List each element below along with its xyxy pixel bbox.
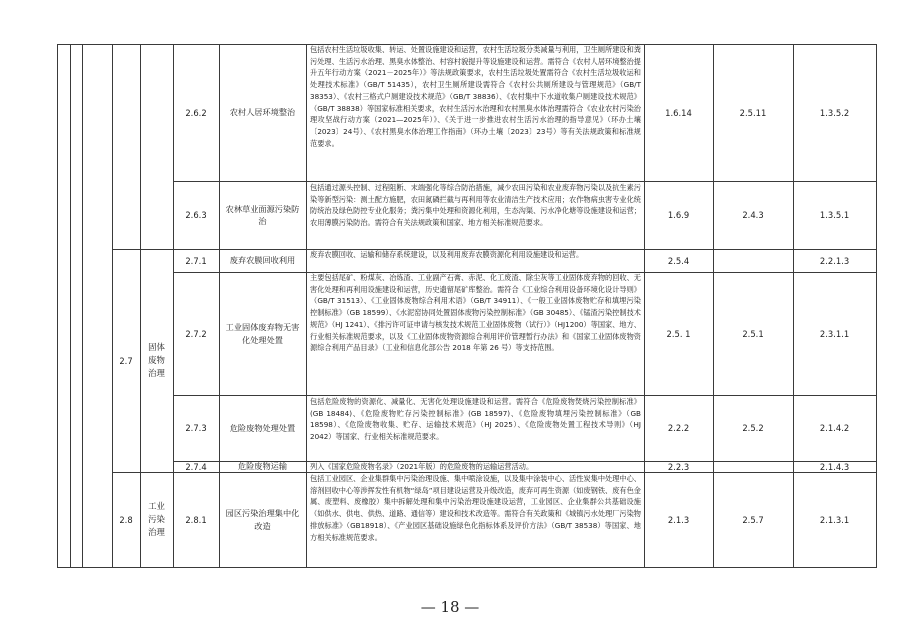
column-border <box>70 44 71 568</box>
ref-code-a: 2.5. 1 <box>666 328 691 339</box>
ref-code-a: 1.6.9 <box>667 210 690 220</box>
row-border <box>57 567 876 568</box>
item-name-cell: 工业固体废弃物无害化处理处置 <box>225 322 300 345</box>
ref-code-b <box>713 249 793 272</box>
ref-code-a: 2.2.3 <box>667 461 690 472</box>
ref-code-a: 2.5.4 <box>667 255 690 266</box>
ref-code-a: 2.1.3 <box>667 514 690 525</box>
item-description-cell: 包括危险废物的资源化、减量化、无害化处理设施建设和运营。需符合《危险废物焚烧污染控制标准》(GB 18484)、《危险废物贮存污染控制标准》(GB 18597)、《危险废物填埋污染控制标准》（GB 18598）、《危险废物收集、贮存、运输技术规范》（HJ 2025）、《危险废物处置工程技术导则》（HJ 2042）等国家、行业相关标准规范要求。 <box>310 397 641 442</box>
item-code-cell: 2.8.1 <box>185 514 207 525</box>
column-border <box>876 44 877 568</box>
group-name: 固体废物治理 <box>148 342 165 378</box>
item-code-cell: 2.7.2 <box>185 328 207 339</box>
ref-code-a: 1.6.14 <box>665 107 692 118</box>
page-number: — 18 — <box>420 598 480 616</box>
group-code-cell: 2.8 <box>119 514 133 525</box>
column-border <box>82 44 83 568</box>
ref-code-b: 2.5.2 <box>742 423 764 433</box>
ref-code-c: 1.3.5.1 <box>819 210 850 220</box>
ref-code-a: 2.2.2 <box>667 423 690 433</box>
item-name-cell: 危险废物处理处置 <box>229 422 296 433</box>
ref-code-c: 1.3.5.2 <box>819 107 850 118</box>
group-name: 工业污染治理 <box>148 501 165 537</box>
group-code-cell: 2.7 <box>119 355 133 366</box>
item-name-cell: 危险废物运输 <box>237 461 288 472</box>
item-code-cell: 2.7.3 <box>185 423 207 433</box>
ref-code-c: 2.1.4.3 <box>819 461 850 472</box>
item-description-cell: 列入《国家危险废物名录》（2021年版）的危险废物的运输运营活动。 <box>310 462 534 471</box>
group-name-cell <box>140 249 173 472</box>
item-code-cell: 2.6.3 <box>185 210 207 220</box>
item-name-cell: 农林草业面源污染防治 <box>225 203 300 226</box>
ref-code-b: 2.5.1 <box>742 328 764 339</box>
ref-code-c: 2.1.4.2 <box>819 423 850 433</box>
ref-code-c: 2.1.3.1 <box>819 514 850 525</box>
item-description-cell: 包括农村生活垃圾收集、转运、处置设施建设和运营，农村生活垃圾分类减量与利用，卫生厕所建设和粪污处理、生活污水治理、黑臭水体整治、村容村貌提升等设施建设和运营。需符合《农村人居环境整治提升五年行动方案（2021－2025年）》等法规政策要求，农村生活垃圾处置需符合《农村生活垃圾收运和处理技术标准》（GB/T 51435），农村卫生厕所建设需符合《农村公共厕所建设与管理规范》（GB/T 38353）、《农村三格式户厕建设技术规范》（GB/T 38836）、《农村集中下水道收集户厕建设技术规范》（GB/T 38838）等国家标准相关要求，农村生活污水治理和农村黑臭水体治理需符合《农业农村污染治理攻坚战行动方案（2021—2025年）》、《关于进一步推进农村生活污水治理的指导意见》（环办土壤〔2023〕24号）、《农村黑臭水体治理工作指南》（环办土壤〔2023〕23号）等有关法规政策和标准规范要求。 <box>310 45 641 148</box>
column-border <box>57 44 58 568</box>
item-description-cell: 废弃农膜回收、运输和储存系统建设，以及利用废弃农膜资源化利用设施建设和运营。 <box>310 250 584 259</box>
item-code-cell: 2.7.1 <box>185 255 207 266</box>
ref-code-c: 2.2.1.3 <box>819 255 850 266</box>
item-code-cell: 2.6.2 <box>185 107 207 118</box>
item-description-cell: 包括工业园区、企业集群集中污染治理设施、集中喷涂设施，以及集中涂装中心、活性炭集中处理中心、溶剂回收中心等涉挥发性有机物“绿岛”项目建设运营及升级改造，废弃可再生资源（如废钢铁、废有色金属、废塑料、废橡胶）集中拆解处理和集中污染治理设施建设运营，工业园区、企业集群公共基础设施（如供水、供电、供热、道路、通信等）建设和技术改造等。需符合有关政策和《城镇污水处理厂污染物排放标准》（GB18918）、《产业园区基础设施绿色化指标体系及评价方法》（GB/T 38538）等国家、地方相关标准规范要求。 <box>310 474 641 542</box>
item-name-cell: 农村人居环境整治 <box>229 107 296 118</box>
item-description-cell: 包括通过源头控制、过程阻断、末端强化等综合防治措施，减少农田污染和农业废弃物污染以及抗生素污染等新型污染：测土配方施肥，农田氮磷拦截与再利用等农业清洁生产技术应用；农作物病虫害专业化统防统治及绿色防控专业化服务；粪污集中处理和资源化利用，生态沟渠、污水净化塘等设施建设和运营；农用薄膜污染防治。需符合有关法规政策和国家、地方相关标准规范要求。 <box>310 183 641 228</box>
ref-code-b: 2.5.7 <box>742 514 764 525</box>
ref-code-b: 2.4.3 <box>742 210 764 220</box>
item-description-cell: 主要包括尾矿、粉煤灰、冶炼渣、工业副产石膏、赤泥、化工废渣、除尘灰等工业固体废弃物的回收、无害化处理和再利用设施建设和运营，历史遗留尾矿库整治。需符合《工业综合利用设备环境化设计导则》（GB/T 31513）、《工业固体废物综合利用术语》（GB/T 34911）、《一般工业固体废物贮存和填埋污染控制标准》（GB 18599）、《水泥窑协同处置固体废物污染控制标准》（GB 30485）、《锰渣污染控制技术规范》（HJ 1241）、《排污许可证申请与核发技术规范工业固体废物（试行）》（HJ1200）等国家、地方、行业相关标准规范要求，以及《工业固体废物资源综合利用评价管理暂行办法》和《国家工业固体废物资源综合利用产品目录》（工业和信息化部公告 2018 年第 26 号）等支持范围。 <box>310 273 641 353</box>
ref-code-b <box>713 461 793 472</box>
item-name-cell: 园区污染治理集中化改造 <box>225 508 300 531</box>
ref-code-c: 2.3.1.1 <box>819 328 850 339</box>
item-code-cell: 2.7.4 <box>185 461 207 472</box>
item-name-cell: 废弃农膜回收利用 <box>229 255 296 266</box>
group-name-cell <box>140 472 173 567</box>
ref-code-b: 2.5.11 <box>739 107 767 118</box>
